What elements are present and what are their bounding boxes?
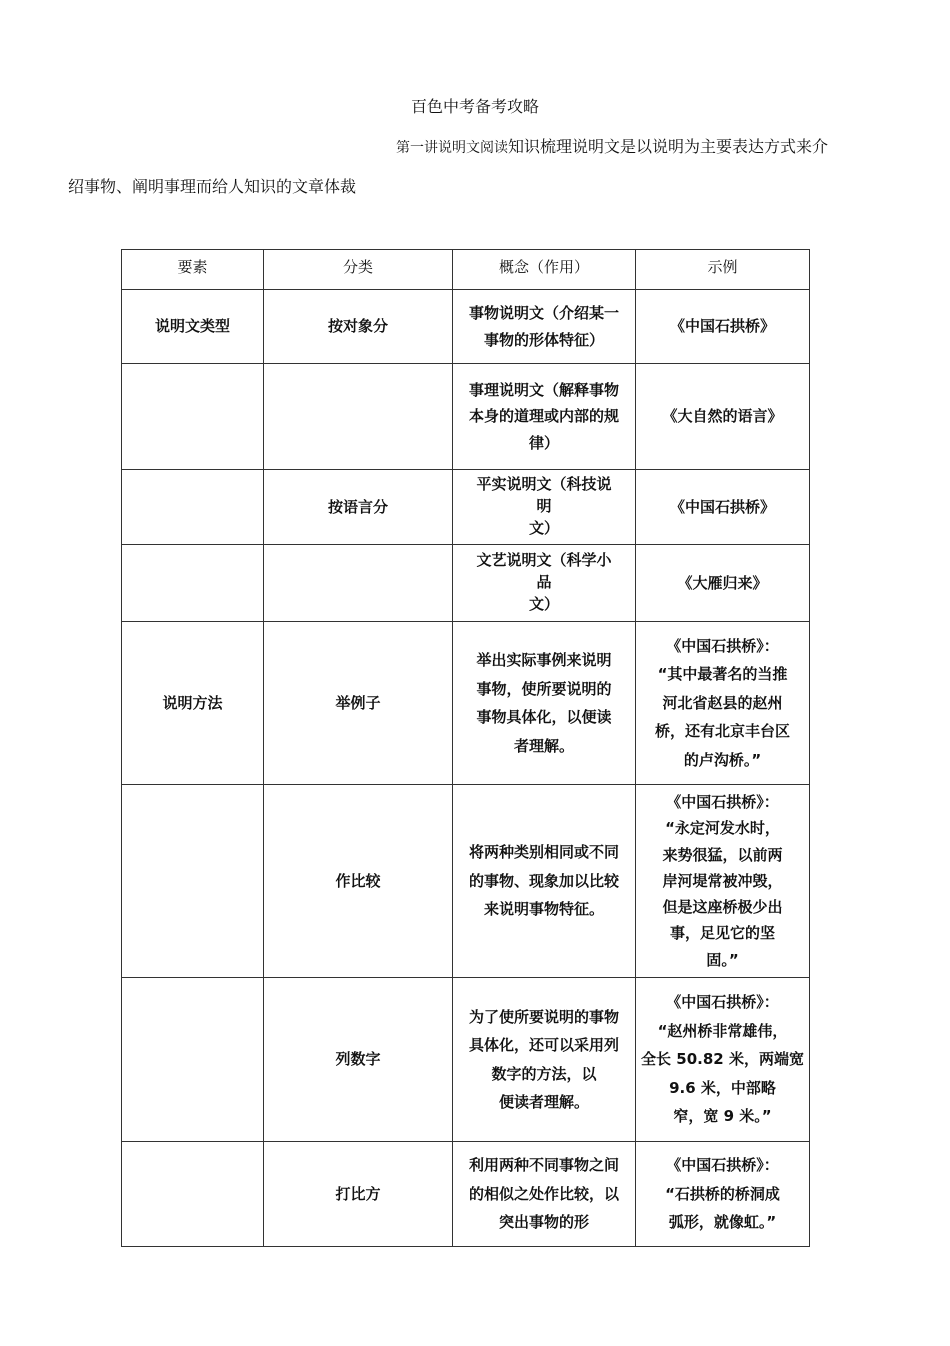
cell-category: [264, 364, 453, 470]
header-category: 分类: [264, 250, 453, 290]
table-row: [122, 545, 810, 622]
table-row: [122, 364, 810, 470]
cell-concept: 举出实际事例来说明 事物，使所要说明的 事物具体化，以便读 者理解。: [453, 622, 636, 785]
cell-category: 作比较: [264, 785, 453, 978]
cell-example: 《中国石拱桥》： “石拱桥的桥洞成 弧形，就像虹。”: [636, 1142, 810, 1247]
table-row: [122, 1142, 810, 1247]
cell-example: 《中国石拱桥》： “赵州桥非常雄伟， 全长 50.82 米，两端宽 9.6 米，中部略 窄，宽 9 米。”: [636, 978, 810, 1142]
cell-example: 《中国石拱桥》： “其中最著名的当推 河北省赵县的赵州 桥，还有北京丰台区 的卢沟桥。”: [636, 622, 810, 785]
cell-element: 说明文类型: [122, 290, 264, 364]
cell-example: 《大自然的语言》: [636, 364, 810, 470]
cell-category: 打比方: [264, 1142, 453, 1247]
cell-example: 《中国石拱桥》: [636, 290, 810, 364]
intro-line-1: [396, 134, 828, 157]
cell-concept: 事理说明文（解释事物 本身的道理或内部的规 律）: [453, 364, 636, 470]
lecture-heading: 第一讲说明文阅读: [396, 140, 508, 156]
table-row: [122, 978, 810, 1142]
cell-concept: 事物说明文（介绍某一 事物的形体特征）: [453, 290, 636, 364]
table-row: [122, 470, 810, 545]
cell-concept: 利用两种不同事物之间 的相似之处作比较，以 突出事物的形: [453, 1142, 636, 1247]
cell-concept: 文艺说明文（科学小 品 文）: [453, 545, 636, 622]
cell-concept: 将两种类别相同或不同 的事物、现象加以比较 来说明事物特征。: [453, 785, 636, 978]
cell-category: 列数字: [264, 978, 453, 1142]
header-element: 要素: [122, 250, 264, 290]
cell-category: [264, 545, 453, 622]
table-row: [122, 622, 810, 785]
cell-element: [122, 545, 264, 622]
cell-concept: 为了使所要说明的事物 具体化，还可以采用列 数字的方法，以 便读者理解。: [453, 978, 636, 1142]
table-row: [122, 290, 810, 364]
cell-example: 《大雁归来》: [636, 545, 810, 622]
cell-element: [122, 364, 264, 470]
cell-example: 《中国石拱桥》: [636, 470, 810, 545]
table-header-row: [122, 250, 810, 290]
header-concept: 概念（作用）: [453, 250, 636, 290]
intro-text: 知识梳理说明文是以说明为主要表达方式来介: [508, 137, 829, 156]
cell-element: [122, 785, 264, 978]
cell-category: 按语言分: [264, 470, 453, 545]
cell-category: 举例子: [264, 622, 453, 785]
cell-category: 按对象分: [264, 290, 453, 364]
document-title: 百色中考备考攻略: [410, 97, 539, 116]
header-example: 示例: [636, 250, 810, 290]
table-row: [122, 785, 810, 978]
cell-element: 说明方法: [122, 622, 264, 785]
knowledge-table: [121, 249, 810, 1247]
cell-concept: 平实说明文（科技说 明 文）: [453, 470, 636, 545]
cell-element: [122, 978, 264, 1142]
intro-line-2: 绍事物、阐明事理而给人知识的文章体裁: [68, 177, 357, 196]
cell-example: 《中国石拱桥》： “永定河发水时， 来势很猛，以前两 岸河堤常被冲毁， 但是这座桥极少出 事，足见它的坚 固。”: [636, 785, 810, 978]
cell-element: [122, 470, 264, 545]
cell-element: [122, 1142, 264, 1247]
